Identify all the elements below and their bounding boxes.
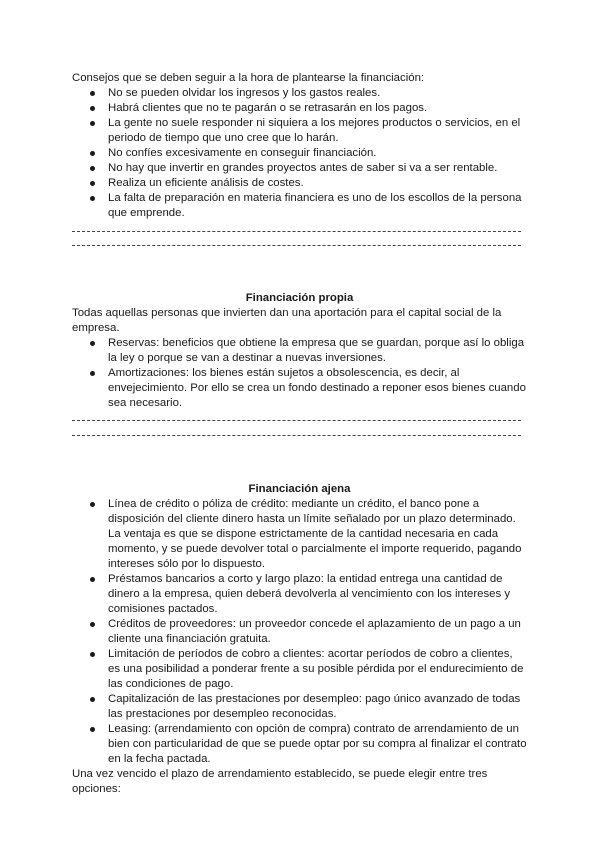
bullet-icon — [90, 502, 95, 507]
list-item: No confíes excesivamente en conseguir financiación. — [72, 146, 527, 161]
list-item: No se pueden olvidar los ingresos y los gastos reales. — [72, 86, 527, 101]
section-heading: Financiación ajena — [248, 483, 351, 495]
list-item: Limitación de períodos de cobro a clientes: acortar períodos de cobro a clientes, es una posibilidad a ponderar frente a su posible pérdida por el endurecimiento de las condiciones de pago. — [72, 647, 527, 692]
tips-intro: Consejos que se deben seguir a la hora de plantearse la financiación: — [72, 72, 425, 84]
list-item: La gente no suele responder ni siquiera a los mejores productos o servicios, en el periodo de tiempo que uno cree que lo harán. — [72, 116, 527, 146]
bullet-icon — [90, 181, 95, 186]
bullet-icon — [90, 697, 95, 702]
external-financing-section — [72, 482, 527, 797]
tips-list — [72, 86, 527, 221]
list-item: Capitalización de las prestaciones por desempleo: pago único avanzado de todas las prestaciones por desempleo reconocidas. — [72, 692, 527, 722]
bullet-icon — [90, 106, 95, 111]
list-item: Amortizaciones: los bienes están sujetos a obsolescencia, es decir, al envejecimiento. Por ello se crea un fondo destinado a reponer esos bienes cuando sea necesario. — [72, 366, 527, 411]
bullet-icon — [90, 371, 95, 376]
list-item: Realiza un eficiente análisis de costes. — [72, 176, 527, 191]
tips-section — [72, 71, 527, 221]
list-item: Reservas: beneficios que obtiene la empresa que se guardan, porque así lo obliga la ley o porque se van a destinar a nuevas inversiones. — [72, 336, 527, 366]
bullet-icon — [90, 121, 95, 126]
own-financing-section — [72, 291, 527, 411]
list-item: Créditos de proveedores: un proveedor concede el aplazamiento de un pago a un cliente una financiación gratuita. — [72, 617, 527, 647]
list-item: Habrá clientes que no te pagarán o se retrasarán en los pagos. — [72, 101, 527, 116]
divider-line — [72, 231, 521, 232]
divider-line — [72, 435, 521, 436]
section-outro: Una vez vencido el plazo de arrendamiento establecido, se puede elegir entre tres opciones: — [72, 768, 488, 795]
bullet-icon — [90, 196, 95, 201]
bullet-icon — [90, 622, 95, 627]
bullet-icon — [90, 166, 95, 171]
list-item: No hay que invertir en grandes proyectos antes de saber si va a ser rentable. — [72, 161, 527, 176]
list-item: Leasing: (arrendamiento con opción de compra) contrato de arrendamiento de un bien con particularidad de que se puede optar por su compra al finalizar el contrato en la fecha pactada. — [72, 722, 527, 767]
section-heading: Financiación propia — [245, 292, 354, 304]
bullet-icon — [90, 577, 95, 582]
bullet-icon — [90, 652, 95, 657]
external-financing-list — [72, 497, 527, 767]
section-intro: Todas aquellas personas que invierten dan una aportación para el capital social de la empresa. — [72, 307, 502, 334]
bullet-icon — [90, 341, 95, 346]
bullet-icon — [90, 727, 95, 732]
bullet-icon — [90, 151, 95, 156]
list-item: Línea de crédito o póliza de crédito: mediante un crédito, el banco pone a disposición del cliente dinero hasta un límite señalado por un plazo determinado. La ventaja es que se dispone estrictamente de la cantidad necesaria en cada momento, y se puede devolver total o parcialmente el importe requerido, pagando intereses sólo por lo dispuesto. — [72, 497, 527, 572]
own-financing-list — [72, 336, 527, 411]
list-item: Préstamos bancarios a corto y largo plazo: la entidad entrega una cantidad de dinero a la empresa, quien deberá devolverla al vencimiento con los intereses y comisiones pactados. — [72, 572, 527, 617]
bullet-icon — [90, 91, 95, 96]
divider-line — [72, 420, 521, 421]
divider-line — [72, 245, 521, 246]
list-item: La falta de preparación en materia financiera es uno de los escollos de la persona que emprende. — [72, 191, 527, 221]
